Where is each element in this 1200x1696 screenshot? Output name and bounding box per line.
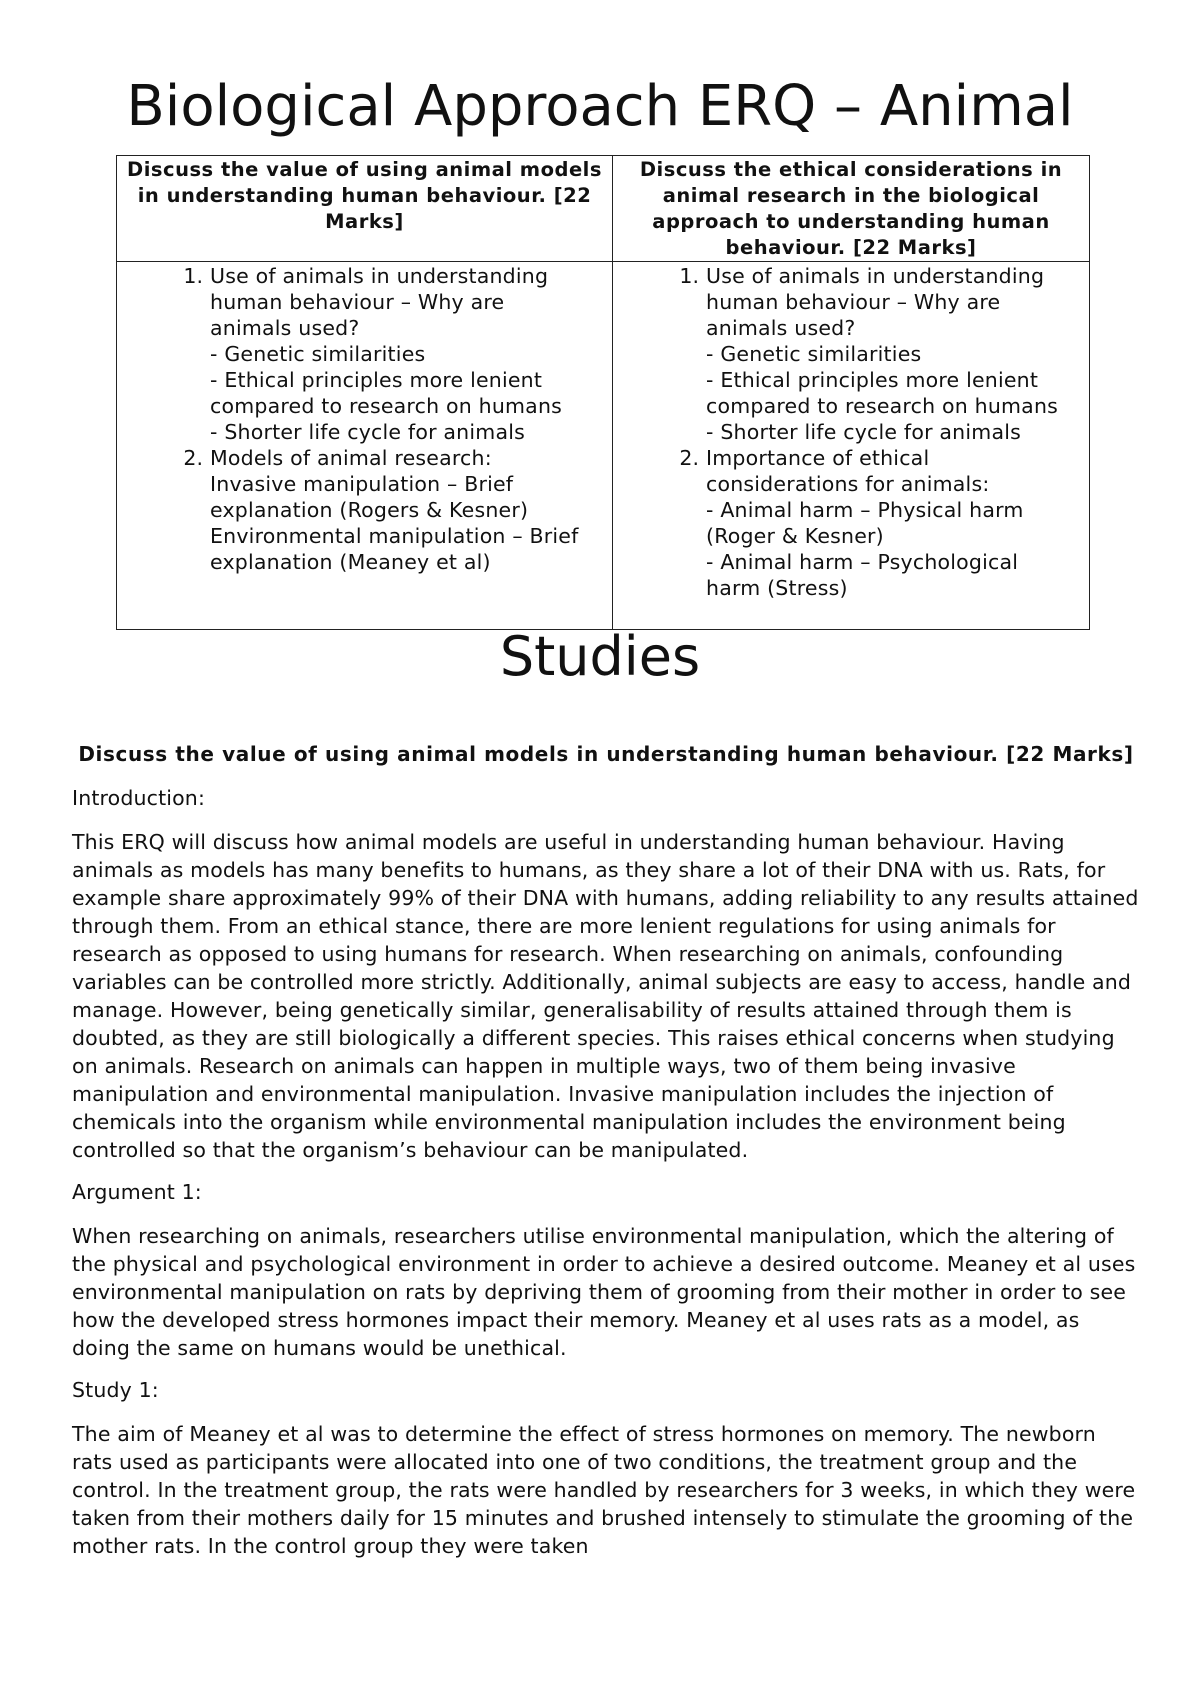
introduction-label: Introduction: [72, 786, 205, 810]
outline-line: - Ethical principles more lenient [210, 368, 543, 392]
outline-line: - Ethical principles more lenient [706, 368, 1039, 392]
outline-line: 1. Use of animals in understanding [706, 264, 1045, 288]
outline-line: 1. Use of animals in understanding [210, 264, 549, 288]
outline-line: explanation (Meaney et al) [210, 550, 491, 574]
outline-line: - Genetic similarities [706, 342, 922, 366]
outline-line: - Shorter life cycle for animals [706, 420, 1021, 444]
outline-line: - Genetic similarities [210, 342, 426, 366]
outline-line: - Animal harm – Physical harm [706, 498, 1024, 522]
outline-line: explanation (Rogers & Kesner) [210, 498, 529, 522]
erq-summary-table [116, 155, 1090, 630]
list-item [706, 263, 1081, 445]
right-outline-cell [613, 262, 1090, 630]
essay-body [72, 740, 1140, 1574]
outline-line: animals used? [210, 316, 360, 340]
argument-1-paragraph: When researching on animals, researchers utilise environmental manipulation, which the altering of the physical and psychological environment in order to achieve a desired outcome. Meaney et al uses environmental manipulation on rats by depriving them of grooming from their mother in order to see how the developed stress hormones impact their memory. Meaney et al uses rats as a model, as doing the same on humans would be unethical. [72, 1224, 1136, 1360]
left-question-header: Discuss the value of using animal models in understanding human behaviour. [22 Marks] [117, 156, 613, 262]
table-content-row [117, 262, 1090, 630]
list-item [210, 263, 604, 445]
outline-line: human behaviour – Why are [210, 290, 505, 314]
outline-line: - Shorter life cycle for animals [210, 420, 525, 444]
outline-line: - Animal harm – Psychological [706, 550, 1019, 574]
outline-line: Environmental manipulation – Brief [210, 524, 579, 548]
argument-1-label: Argument 1: [72, 1180, 202, 1204]
table-header-row [117, 156, 1090, 262]
outline-line: human behaviour – Why are [706, 290, 1001, 314]
list-item [210, 445, 604, 575]
right-question-header: Discuss the ethical considerations in animal research in the biological approach to understanding human behaviour. [22 Marks] [613, 156, 1090, 262]
left-outline-list [125, 263, 604, 575]
left-outline-cell [117, 262, 613, 630]
outline-line: compared to research on humans [706, 394, 1059, 418]
document-title: Biological Approach ERQ – Animal [126, 74, 1074, 139]
outline-line: animals used? [706, 316, 856, 340]
outline-line: 2. Models of animal research: [210, 446, 492, 470]
outline-line: 2. Importance of ethical [706, 446, 930, 470]
outline-line: harm (Stress) [706, 576, 848, 600]
essay-question: Discuss the value of using animal models in understanding human behaviour. [22 Marks] [78, 742, 1134, 766]
introduction-paragraph: This ERQ will discuss how animal models are useful in understanding human behaviour. Having animals as models has many benefits to humans, as they share a lot of their DNA with us. Rats, for example share approximately 99% of their DNA with humans, adding reliability to any results attained through them. From an ethical stance, there are more lenient regulations for using animals for research as opposed to using humans for research. When researching on animals, confounding variables can be controlled more strictly. Additionally, animal subjects are easy to access, handle and manage. However, being genetically similar, generalisability of results attained through them is doubted, as they are still biologically a different species. This raises ethical concerns when studying on animals. Research on animals can happen in multiple ways, two of them being invasive manipulation and environmental manipulation. Invasive manipulation includes the injection of chemicals into the organism while environmental manipulation includes the environment being controlled so that the organism’s behaviour can be manipulated. [72, 830, 1139, 1162]
study-1-label: Study 1: [72, 1378, 159, 1402]
outline-line: compared to research on humans [210, 394, 563, 418]
outline-line: considerations for animals: [706, 472, 990, 496]
study-1-paragraph: The aim of Meaney et al was to determine the effect of stress hormones on memory. The newborn rats used as participants were allocated into one of two conditions, the treatment group and the control. In the treatment group, the rats were handled by researchers for 3 weeks, in which they were taken from their mothers daily for 15 minutes and brushed intensely to stimulate the grooming of the mother rats. In the control group they were taken [72, 1422, 1136, 1558]
outline-line: (Roger & Kesner) [706, 524, 884, 548]
outline-line: Invasive manipulation – Brief [210, 472, 514, 496]
right-outline-list [621, 263, 1081, 601]
studies-heading: Studies [499, 625, 701, 688]
list-item [706, 445, 1081, 601]
